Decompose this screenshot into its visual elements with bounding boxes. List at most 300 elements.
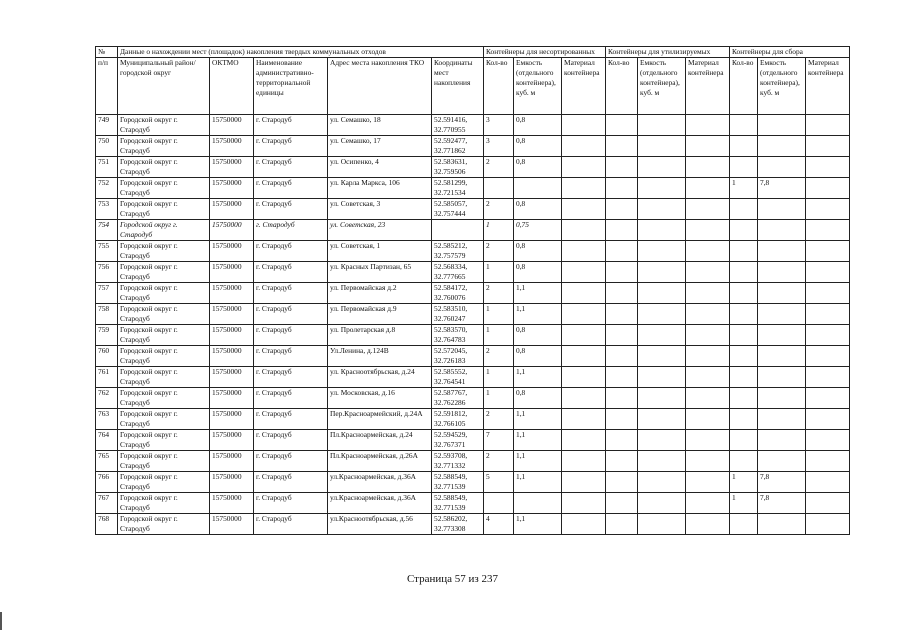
cell-unsorted-volume: 1,1	[514, 367, 562, 388]
cell-unsorted-volume	[514, 178, 562, 199]
cell-unsorted-volume: 1,1	[514, 514, 562, 535]
subheader-collection-material: Материал контейнера	[806, 58, 850, 115]
cell-collection-qty	[730, 346, 758, 367]
cell-unsorted-volume: 0,8	[514, 199, 562, 220]
cell-district: Городской округ г. Стародуб	[118, 430, 210, 451]
cell-coordinates: 52.593708, 32.771332	[432, 451, 484, 472]
cell-address: ул. Красноотябрьская, д.24	[328, 367, 432, 388]
cell-oktmo: 15750000	[210, 178, 254, 199]
cell-unsorted-qty: 5	[484, 472, 514, 493]
cell-recyclable-material	[686, 346, 730, 367]
table-row	[96, 325, 850, 346]
cell-collection-qty	[730, 220, 758, 241]
table-body	[96, 115, 850, 535]
cell-unsorted-material	[562, 409, 606, 430]
cell-unsorted-volume: 0,75	[514, 220, 562, 241]
cell-recyclable-qty	[606, 493, 638, 514]
cell-oktmo: 15750000	[210, 493, 254, 514]
cell-number: 755	[96, 241, 118, 262]
cell-recyclable-qty	[606, 220, 638, 241]
cell-collection-volume	[758, 409, 806, 430]
cell-collection-qty	[730, 283, 758, 304]
cell-unsorted-qty: 1	[484, 388, 514, 409]
cell-unsorted-qty: 2	[484, 157, 514, 178]
cell-recyclable-qty	[606, 409, 638, 430]
cell-unsorted-material	[562, 388, 606, 409]
cell-recyclable-material	[686, 241, 730, 262]
subheader-address: Адрес места накопления ТКО	[328, 58, 432, 115]
cell-collection-qty	[730, 241, 758, 262]
cell-recyclable-volume	[638, 451, 686, 472]
page-number: Страница 57 из 237	[406, 573, 499, 585]
cell-collection-qty	[730, 325, 758, 346]
cell-unit: г. Стародуб	[254, 178, 328, 199]
cell-district: Городской округ г. Стародуб	[118, 157, 210, 178]
cell-collection-material	[806, 451, 850, 472]
cell-collection-qty	[730, 451, 758, 472]
cell-recyclable-material	[686, 493, 730, 514]
cell-recyclable-qty	[606, 430, 638, 451]
cell-collection-volume: 7,8	[758, 493, 806, 514]
cell-unsorted-volume: 1,1	[514, 304, 562, 325]
cell-collection-volume	[758, 367, 806, 388]
cell-coordinates: 52.594529, 32.767371	[432, 430, 484, 451]
cell-collection-volume	[758, 157, 806, 178]
cell-address: Пл.Красноармейская, д.24	[328, 430, 432, 451]
cell-address: ул. Первомайская д.9	[328, 304, 432, 325]
cell-number: 764	[96, 430, 118, 451]
cell-unsorted-material	[562, 220, 606, 241]
cell-unsorted-volume: 1,1	[514, 472, 562, 493]
cell-recyclable-volume	[638, 325, 686, 346]
cell-number: 751	[96, 157, 118, 178]
cell-district: Городской округ г. Стародуб	[118, 220, 210, 241]
cell-collection-qty: 1	[730, 493, 758, 514]
cell-recyclable-volume	[638, 157, 686, 178]
cell-recyclable-volume	[638, 220, 686, 241]
cell-collection-material	[806, 388, 850, 409]
cell-recyclable-volume	[638, 346, 686, 367]
table-row	[96, 199, 850, 220]
cell-address: ул. Московская, д.16	[328, 388, 432, 409]
cell-unit: г. Стародуб	[254, 220, 328, 241]
cell-collection-qty	[730, 262, 758, 283]
subheader-collection-volume: Емкость (отдельного контейнера), куб. м	[758, 58, 806, 115]
cell-unit: г. Стародуб	[254, 157, 328, 178]
cell-address: ул. Пролетарская д.8	[328, 325, 432, 346]
cell-number: 759	[96, 325, 118, 346]
cell-oktmo: 15750000	[210, 136, 254, 157]
cell-recyclable-material	[686, 157, 730, 178]
cell-coordinates	[432, 220, 484, 241]
cell-collection-material	[806, 220, 850, 241]
cell-recyclable-qty	[606, 346, 638, 367]
cell-collection-qty	[730, 136, 758, 157]
cell-collection-qty	[730, 388, 758, 409]
cell-unsorted-qty	[484, 493, 514, 514]
cell-recyclable-material	[686, 178, 730, 199]
cell-number: 760	[96, 346, 118, 367]
cell-district: Городской округ г. Стародуб	[118, 451, 210, 472]
cell-unit: г. Стародуб	[254, 367, 328, 388]
cell-district: Городской округ г. Стародуб	[118, 115, 210, 136]
table-row	[96, 283, 850, 304]
cell-unit: г. Стародуб	[254, 430, 328, 451]
cell-coordinates: 52.585057, 32.757444	[432, 199, 484, 220]
cell-unsorted-qty: 1	[484, 304, 514, 325]
cell-unsorted-volume: 1,1	[514, 283, 562, 304]
cell-district: Городской округ г. Стародуб	[118, 136, 210, 157]
cell-recyclable-volume	[638, 178, 686, 199]
table-row	[96, 304, 850, 325]
cell-collection-material	[806, 346, 850, 367]
cell-coordinates: 52.591416, 32.770955	[432, 115, 484, 136]
cell-recyclable-material	[686, 430, 730, 451]
cell-address: Пл.Красноармейская, д.26А	[328, 451, 432, 472]
cell-oktmo: 15750000	[210, 262, 254, 283]
cell-unsorted-material	[562, 157, 606, 178]
cell-unsorted-volume: 0,8	[514, 388, 562, 409]
cell-unsorted-qty	[484, 178, 514, 199]
cell-unit: г. Стародуб	[254, 514, 328, 535]
cell-unsorted-qty: 2	[484, 451, 514, 472]
cell-collection-volume	[758, 220, 806, 241]
table-row	[96, 220, 850, 241]
cell-recyclable-volume	[638, 262, 686, 283]
cell-collection-material	[806, 325, 850, 346]
cell-unsorted-qty: 4	[484, 514, 514, 535]
cell-oktmo: 15750000	[210, 220, 254, 241]
cell-unit: г. Стародуб	[254, 304, 328, 325]
cell-collection-qty	[730, 514, 758, 535]
table-row	[96, 262, 850, 283]
header-recyclable-group: Контейнеры для утилизируемых	[606, 47, 730, 58]
cell-unit: г. Стародуб	[254, 115, 328, 136]
cell-unsorted-volume: 0,8	[514, 325, 562, 346]
cell-unsorted-volume: 0,8	[514, 136, 562, 157]
cell-recyclable-qty	[606, 388, 638, 409]
cell-recyclable-volume	[638, 136, 686, 157]
cell-unsorted-volume: 1,1	[514, 451, 562, 472]
cell-collection-volume: 7,8	[758, 178, 806, 199]
subheader-index: п/п	[96, 58, 118, 115]
table-row	[96, 430, 850, 451]
cell-number: 749	[96, 115, 118, 136]
cell-address: ул.Красноотябрьская, д.56	[328, 514, 432, 535]
subheader-collection-qty: Кол-во	[730, 58, 758, 115]
cell-collection-volume	[758, 514, 806, 535]
cell-number: 757	[96, 283, 118, 304]
cell-recyclable-qty	[606, 199, 638, 220]
cell-unsorted-material	[562, 325, 606, 346]
cell-unsorted-qty: 3	[484, 115, 514, 136]
cell-number: 767	[96, 493, 118, 514]
cell-unsorted-volume: 0,8	[514, 115, 562, 136]
cell-unsorted-material	[562, 136, 606, 157]
cell-recyclable-volume	[638, 115, 686, 136]
cell-unsorted-qty: 1	[484, 325, 514, 346]
cell-unit: г. Стародуб	[254, 346, 328, 367]
header-unsorted-group: Контейнеры для несортированных	[484, 47, 606, 58]
cell-unit: г. Стародуб	[254, 493, 328, 514]
table-row	[96, 451, 850, 472]
cell-recyclable-material	[686, 304, 730, 325]
table-row	[96, 241, 850, 262]
cell-recyclable-volume	[638, 430, 686, 451]
cell-coordinates: 52.572045, 32.726183	[432, 346, 484, 367]
header-collection-group: Контейнеры для сбора	[730, 47, 850, 58]
cell-unit: г. Стародуб	[254, 472, 328, 493]
header-location-group: Данные о нахождении мест (площадок) накопления твердых коммунальных отходов	[118, 47, 484, 58]
cell-recyclable-qty	[606, 367, 638, 388]
cell-number: 753	[96, 199, 118, 220]
cell-recyclable-volume	[638, 283, 686, 304]
cell-unsorted-qty: 2	[484, 346, 514, 367]
cell-unit: г. Стародуб	[254, 409, 328, 430]
cell-collection-volume	[758, 388, 806, 409]
cell-district: Городской округ г. Стародуб	[118, 493, 210, 514]
cell-oktmo: 15750000	[210, 430, 254, 451]
cell-unsorted-qty: 3	[484, 136, 514, 157]
cell-recyclable-qty	[606, 136, 638, 157]
cell-recyclable-material	[686, 325, 730, 346]
table-row	[96, 115, 850, 136]
cell-collection-material	[806, 409, 850, 430]
cell-collection-qty	[730, 409, 758, 430]
cell-coordinates: 52.592477, 32.771862	[432, 136, 484, 157]
cell-unsorted-material	[562, 178, 606, 199]
cell-recyclable-qty	[606, 157, 638, 178]
cell-address: ул. Советская, 23	[328, 220, 432, 241]
subheader-unsorted-material: Материал контейнера	[562, 58, 606, 115]
cell-collection-volume	[758, 136, 806, 157]
table-row	[96, 388, 850, 409]
containers-table	[95, 46, 850, 535]
cell-unsorted-material	[562, 430, 606, 451]
cell-district: Городской округ г. Стародуб	[118, 178, 210, 199]
cell-district: Городской округ г. Стародуб	[118, 241, 210, 262]
cell-recyclable-material	[686, 220, 730, 241]
table-row	[96, 157, 850, 178]
cell-oktmo: 15750000	[210, 409, 254, 430]
subheader-unsorted-volume: Емкость (отдельного контейнера), куб. м	[514, 58, 562, 115]
cell-collection-qty: 1	[730, 472, 758, 493]
cell-oktmo: 15750000	[210, 283, 254, 304]
cell-unsorted-volume: 0,8	[514, 157, 562, 178]
cell-recyclable-material	[686, 115, 730, 136]
cell-recyclable-material	[686, 409, 730, 430]
cell-recyclable-qty	[606, 241, 638, 262]
cell-address: ул. Красных Партизан, 65	[328, 262, 432, 283]
cell-oktmo: 15750000	[210, 241, 254, 262]
cell-address: ул. Первомайская д.2	[328, 283, 432, 304]
cell-oktmo: 15750000	[210, 367, 254, 388]
table-row	[96, 472, 850, 493]
cell-recyclable-material	[686, 388, 730, 409]
subheader-unit: Наименование административно-территориальной единицы	[254, 58, 328, 115]
cell-collection-qty	[730, 157, 758, 178]
cell-unsorted-volume: 0,8	[514, 241, 562, 262]
cell-address: Ул.Ленина, д.124В	[328, 346, 432, 367]
cell-number: 758	[96, 304, 118, 325]
cell-district: Городской округ г. Стародуб	[118, 409, 210, 430]
cell-coordinates: 52.583570, 32.764783	[432, 325, 484, 346]
cell-collection-volume: 7,8	[758, 472, 806, 493]
cell-number: 756	[96, 262, 118, 283]
cell-coordinates: 52.585552, 32.764541	[432, 367, 484, 388]
cell-recyclable-qty	[606, 325, 638, 346]
cell-recyclable-material	[686, 451, 730, 472]
cell-unsorted-qty: 1	[484, 220, 514, 241]
cell-collection-material	[806, 472, 850, 493]
table-header	[96, 47, 850, 115]
subheader-unsorted-qty: Кол-во	[484, 58, 514, 115]
cell-collection-material	[806, 241, 850, 262]
cell-address: ул. Советская, 3	[328, 199, 432, 220]
cell-oktmo: 15750000	[210, 325, 254, 346]
cell-unsorted-volume: 0,8	[514, 262, 562, 283]
subheader-recyclable-qty: Кол-во	[606, 58, 638, 115]
cell-recyclable-qty	[606, 262, 638, 283]
cell-unsorted-material	[562, 493, 606, 514]
cell-recyclable-qty	[606, 115, 638, 136]
cell-district: Городской округ г. Стародуб	[118, 472, 210, 493]
cell-number: 761	[96, 367, 118, 388]
cell-recyclable-qty	[606, 451, 638, 472]
cell-recyclable-material	[686, 367, 730, 388]
cell-collection-material	[806, 514, 850, 535]
cell-recyclable-material	[686, 514, 730, 535]
cell-unsorted-material	[562, 115, 606, 136]
cell-collection-volume	[758, 241, 806, 262]
cell-coordinates: 52.568334, 32.777665	[432, 262, 484, 283]
cell-number: 752	[96, 178, 118, 199]
cell-unsorted-material	[562, 514, 606, 535]
cell-unit: г. Стародуб	[254, 451, 328, 472]
subheader-district: Муниципальный район/городской округ	[118, 58, 210, 115]
cell-unsorted-material	[562, 472, 606, 493]
cell-recyclable-qty	[606, 304, 638, 325]
cell-collection-volume	[758, 451, 806, 472]
cell-recyclable-material	[686, 199, 730, 220]
cell-unsorted-material	[562, 346, 606, 367]
cell-unsorted-material	[562, 199, 606, 220]
cell-address: ул. Семашко, 17	[328, 136, 432, 157]
subheader-recyclable-volume: Емкость (отдельного контейнера), куб. м	[638, 58, 686, 115]
cell-unsorted-material	[562, 367, 606, 388]
cell-recyclable-volume	[638, 388, 686, 409]
cell-coordinates: 52.583510, 32.760247	[432, 304, 484, 325]
cell-oktmo: 15750000	[210, 304, 254, 325]
cell-unsorted-qty: 2	[484, 241, 514, 262]
subheader-oktmo: ОКТМО	[210, 58, 254, 115]
cell-oktmo: 15750000	[210, 388, 254, 409]
cell-recyclable-qty	[606, 514, 638, 535]
cell-recyclable-volume	[638, 514, 686, 535]
cell-unsorted-volume: 1,1	[514, 409, 562, 430]
cell-coordinates: 52.581299, 32.721534	[432, 178, 484, 199]
cell-oktmo: 15750000	[210, 451, 254, 472]
cell-recyclable-qty	[606, 283, 638, 304]
cell-unsorted-volume	[514, 493, 562, 514]
cell-recyclable-volume	[638, 409, 686, 430]
cell-recyclable-material	[686, 472, 730, 493]
cell-collection-qty: 1	[730, 178, 758, 199]
cell-collection-material	[806, 136, 850, 157]
table-row	[96, 136, 850, 157]
cell-oktmo: 15750000	[210, 115, 254, 136]
cell-collection-qty	[730, 199, 758, 220]
cell-collection-material	[806, 367, 850, 388]
cell-district: Городской округ г. Стародуб	[118, 346, 210, 367]
cell-collection-material	[806, 304, 850, 325]
cell-recyclable-volume	[638, 304, 686, 325]
cell-district: Городской округ г. Стародуб	[118, 199, 210, 220]
table-row	[96, 514, 850, 535]
cell-district: Городской округ г. Стародуб	[118, 367, 210, 388]
cell-address: ул. Семашко, 18	[328, 115, 432, 136]
cell-collection-qty	[730, 430, 758, 451]
cell-unsorted-volume: 1,1	[514, 430, 562, 451]
edge-mark	[0, 612, 2, 630]
cell-recyclable-volume	[638, 367, 686, 388]
header-sub-row	[96, 58, 850, 115]
cell-unit: г. Стародуб	[254, 136, 328, 157]
cell-recyclable-material	[686, 136, 730, 157]
cell-district: Городской округ г. Стародуб	[118, 388, 210, 409]
cell-collection-qty	[730, 367, 758, 388]
cell-address: ул. Советская, 1	[328, 241, 432, 262]
cell-district: Городской округ г. Стародуб	[118, 304, 210, 325]
cell-recyclable-volume	[638, 241, 686, 262]
cell-collection-material	[806, 199, 850, 220]
cell-coordinates: 52.586202, 32.773308	[432, 514, 484, 535]
cell-unit: г. Стародуб	[254, 262, 328, 283]
cell-unsorted-qty: 2	[484, 283, 514, 304]
cell-recyclable-qty	[606, 472, 638, 493]
cell-coordinates: 52.591812, 32.766105	[432, 409, 484, 430]
cell-oktmo: 15750000	[210, 199, 254, 220]
cell-unsorted-material	[562, 241, 606, 262]
cell-coordinates: 52.587767, 32.762286	[432, 388, 484, 409]
cell-collection-volume	[758, 262, 806, 283]
cell-unsorted-qty: 1	[484, 262, 514, 283]
table-row	[96, 367, 850, 388]
cell-unsorted-material	[562, 283, 606, 304]
cell-collection-volume	[758, 346, 806, 367]
cell-collection-volume	[758, 199, 806, 220]
cell-district: Городской округ г. Стародуб	[118, 262, 210, 283]
cell-district: Городской округ г. Стародуб	[118, 514, 210, 535]
cell-collection-material	[806, 493, 850, 514]
cell-collection-material	[806, 283, 850, 304]
cell-collection-volume	[758, 325, 806, 346]
cell-unit: г. Стародуб	[254, 241, 328, 262]
cell-unsorted-qty: 2	[484, 409, 514, 430]
cell-collection-volume	[758, 115, 806, 136]
cell-address: Пер.Красноармейский, д.24А	[328, 409, 432, 430]
cell-unit: г. Стародуб	[254, 199, 328, 220]
header-group-row	[96, 47, 850, 58]
cell-oktmo: 15750000	[210, 346, 254, 367]
cell-collection-material	[806, 115, 850, 136]
cell-unsorted-material	[562, 451, 606, 472]
cell-unsorted-material	[562, 262, 606, 283]
cell-address: ул. Осипенко, 4	[328, 157, 432, 178]
cell-unsorted-volume: 0,8	[514, 346, 562, 367]
cell-number: 754	[96, 220, 118, 241]
cell-unsorted-qty: 7	[484, 430, 514, 451]
